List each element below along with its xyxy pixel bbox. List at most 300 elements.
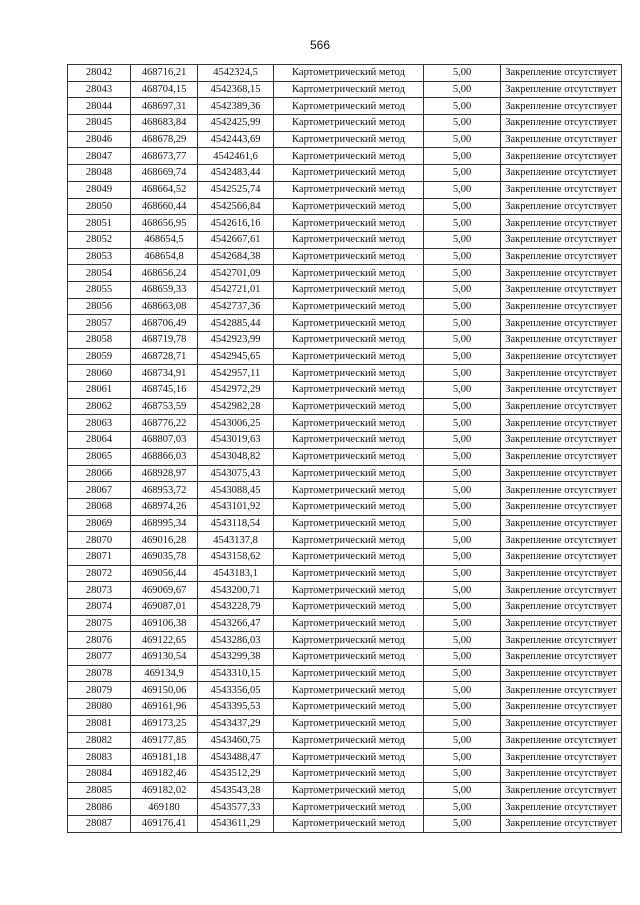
y-coordinate-cell: 4543460,75: [198, 732, 274, 749]
y-coordinate-cell: 4543088,45: [198, 482, 274, 499]
point-number-cell: 28079: [68, 682, 131, 699]
accuracy-cell: 5,00: [424, 348, 501, 365]
method-cell: Картометрический метод: [274, 615, 424, 632]
accuracy-cell: 5,00: [424, 198, 501, 215]
accuracy-cell: 5,00: [424, 148, 501, 165]
x-coordinate-cell: 469122,65: [131, 632, 198, 649]
y-coordinate-cell: 4542945,65: [198, 348, 274, 365]
table-row: [68, 715, 622, 732]
fixation-cell: Закрепление отсутствует: [501, 649, 622, 666]
y-coordinate-cell: 4542957,11: [198, 365, 274, 382]
table-row: [68, 632, 622, 649]
table-row: [68, 231, 622, 248]
y-coordinate-cell: 4542701,09: [198, 265, 274, 282]
x-coordinate-cell: 469134,9: [131, 665, 198, 682]
accuracy-cell: 5,00: [424, 465, 501, 482]
table-row: [68, 498, 622, 515]
table-row: [68, 749, 622, 766]
y-coordinate-cell: 4542368,15: [198, 81, 274, 98]
y-coordinate-cell: 4542982,28: [198, 398, 274, 415]
method-cell: Картометрический метод: [274, 715, 424, 732]
x-coordinate-cell: 469035,78: [131, 548, 198, 565]
point-number-cell: 28074: [68, 599, 131, 616]
method-cell: Картометрический метод: [274, 398, 424, 415]
fixation-cell: Закрепление отсутствует: [501, 799, 622, 816]
y-coordinate-cell: 4543437,29: [198, 715, 274, 732]
point-number-cell: 28076: [68, 632, 131, 649]
x-coordinate-cell: 468776,22: [131, 415, 198, 432]
point-number-cell: 28057: [68, 315, 131, 332]
table-row: [68, 532, 622, 549]
fixation-cell: Закрепление отсутствует: [501, 165, 622, 182]
y-coordinate-cell: 4543299,38: [198, 649, 274, 666]
table-row: [68, 782, 622, 799]
point-number-cell: 28052: [68, 231, 131, 248]
y-coordinate-cell: 4543200,71: [198, 582, 274, 599]
x-coordinate-cell: 469173,25: [131, 715, 198, 732]
accuracy-cell: 5,00: [424, 315, 501, 332]
fixation-cell: Закрепление отсутствует: [501, 265, 622, 282]
x-coordinate-cell: 469180: [131, 799, 198, 816]
y-coordinate-cell: 4542461,6: [198, 148, 274, 165]
y-coordinate-cell: 4543395,53: [198, 699, 274, 716]
table-row: [68, 98, 622, 115]
point-number-cell: 28066: [68, 465, 131, 482]
point-number-cell: 28081: [68, 715, 131, 732]
fixation-cell: Закрепление отсутствует: [501, 765, 622, 782]
method-cell: Картометрический метод: [274, 765, 424, 782]
fixation-cell: Закрепление отсутствует: [501, 749, 622, 766]
accuracy-cell: 5,00: [424, 482, 501, 499]
coordinates-table-body: [68, 65, 622, 833]
table-row: [68, 365, 622, 382]
point-number-cell: 28077: [68, 649, 131, 666]
fixation-cell: Закрепление отсутствует: [501, 332, 622, 349]
fixation-cell: Закрепление отсутствует: [501, 548, 622, 565]
point-number-cell: 28071: [68, 548, 131, 565]
y-coordinate-cell: 4543356,05: [198, 682, 274, 699]
method-cell: Картометрический метод: [274, 465, 424, 482]
accuracy-cell: 5,00: [424, 632, 501, 649]
point-number-cell: 28068: [68, 498, 131, 515]
table-row: [68, 65, 622, 82]
table-row: [68, 665, 622, 682]
point-number-cell: 28044: [68, 98, 131, 115]
accuracy-cell: 5,00: [424, 548, 501, 565]
point-number-cell: 28058: [68, 332, 131, 349]
x-coordinate-cell: 468716,21: [131, 65, 198, 82]
table-row: [68, 131, 622, 148]
fixation-cell: Закрепление отсутствует: [501, 298, 622, 315]
fixation-cell: Закрепление отсутствует: [501, 65, 622, 82]
table-row: [68, 649, 622, 666]
point-number-cell: 28045: [68, 115, 131, 132]
table-row: [68, 398, 622, 415]
y-coordinate-cell: 4543019,63: [198, 432, 274, 449]
point-number-cell: 28050: [68, 198, 131, 215]
method-cell: Картометрический метод: [274, 248, 424, 265]
point-number-cell: 28060: [68, 365, 131, 382]
accuracy-cell: 5,00: [424, 365, 501, 382]
y-coordinate-cell: 4543137,8: [198, 532, 274, 549]
y-coordinate-cell: 4543118,54: [198, 515, 274, 532]
coordinates-table: [67, 64, 622, 833]
accuracy-cell: 5,00: [424, 649, 501, 666]
accuracy-cell: 5,00: [424, 115, 501, 132]
table-row: [68, 599, 622, 616]
x-coordinate-cell: 469150,06: [131, 682, 198, 699]
accuracy-cell: 5,00: [424, 765, 501, 782]
point-number-cell: 28067: [68, 482, 131, 499]
method-cell: Картометрический метод: [274, 181, 424, 198]
accuracy-cell: 5,00: [424, 665, 501, 682]
x-coordinate-cell: 468745,16: [131, 382, 198, 399]
y-coordinate-cell: 4542885,44: [198, 315, 274, 332]
method-cell: Картометрический метод: [274, 448, 424, 465]
fixation-cell: Закрепление отсутствует: [501, 448, 622, 465]
table-row: [68, 165, 622, 182]
x-coordinate-cell: 468697,31: [131, 98, 198, 115]
accuracy-cell: 5,00: [424, 248, 501, 265]
x-coordinate-cell: 469069,67: [131, 582, 198, 599]
method-cell: Картометрический метод: [274, 732, 424, 749]
fixation-cell: Закрепление отсутствует: [501, 198, 622, 215]
fixation-cell: Закрепление отсутствует: [501, 732, 622, 749]
accuracy-cell: 5,00: [424, 815, 501, 832]
accuracy-cell: 5,00: [424, 699, 501, 716]
fixation-cell: Закрепление отсутствует: [501, 515, 622, 532]
point-number-cell: 28056: [68, 298, 131, 315]
point-number-cell: 28078: [68, 665, 131, 682]
point-number-cell: 28086: [68, 799, 131, 816]
point-number-cell: 28082: [68, 732, 131, 749]
x-coordinate-cell: 468678,29: [131, 131, 198, 148]
method-cell: Картометрический метод: [274, 515, 424, 532]
table-row: [68, 181, 622, 198]
table-row: [68, 265, 622, 282]
method-cell: Картометрический метод: [274, 699, 424, 716]
x-coordinate-cell: 468656,24: [131, 265, 198, 282]
y-coordinate-cell: 4542443,69: [198, 131, 274, 148]
fixation-cell: Закрепление отсутствует: [501, 682, 622, 699]
point-number-cell: 28048: [68, 165, 131, 182]
table-row: [68, 815, 622, 832]
fixation-cell: Закрепление отсутствует: [501, 415, 622, 432]
accuracy-cell: 5,00: [424, 131, 501, 148]
point-number-cell: 28062: [68, 398, 131, 415]
x-coordinate-cell: 468866,03: [131, 448, 198, 465]
y-coordinate-cell: 4543488,47: [198, 749, 274, 766]
fixation-cell: Закрепление отсутствует: [501, 715, 622, 732]
table-row: [68, 81, 622, 98]
accuracy-cell: 5,00: [424, 582, 501, 599]
y-coordinate-cell: 4542684,38: [198, 248, 274, 265]
fixation-cell: Закрепление отсутствует: [501, 131, 622, 148]
x-coordinate-cell: 468719,78: [131, 332, 198, 349]
y-coordinate-cell: 4542721,01: [198, 281, 274, 298]
method-cell: Картометрический метод: [274, 131, 424, 148]
accuracy-cell: 5,00: [424, 715, 501, 732]
fixation-cell: Закрепление отсутствует: [501, 365, 622, 382]
method-cell: Картометрический метод: [274, 682, 424, 699]
method-cell: Картометрический метод: [274, 382, 424, 399]
table-row: [68, 799, 622, 816]
x-coordinate-cell: 468807,03: [131, 432, 198, 449]
point-number-cell: 28061: [68, 382, 131, 399]
fixation-cell: Закрепление отсутствует: [501, 181, 622, 198]
method-cell: Картометрический метод: [274, 565, 424, 582]
x-coordinate-cell: 468663,08: [131, 298, 198, 315]
x-coordinate-cell: 468753,59: [131, 398, 198, 415]
table-row: [68, 565, 622, 582]
point-number-cell: 28065: [68, 448, 131, 465]
accuracy-cell: 5,00: [424, 799, 501, 816]
y-coordinate-cell: 4543006,25: [198, 415, 274, 432]
fixation-cell: Закрепление отсутствует: [501, 81, 622, 98]
y-coordinate-cell: 4542972,29: [198, 382, 274, 399]
x-coordinate-cell: 469182,02: [131, 782, 198, 799]
x-coordinate-cell: 468664,52: [131, 181, 198, 198]
y-coordinate-cell: 4542616,16: [198, 215, 274, 232]
accuracy-cell: 5,00: [424, 231, 501, 248]
accuracy-cell: 5,00: [424, 732, 501, 749]
y-coordinate-cell: 4542667,61: [198, 231, 274, 248]
method-cell: Картометрический метод: [274, 265, 424, 282]
point-number-cell: 28043: [68, 81, 131, 98]
table-row: [68, 348, 622, 365]
accuracy-cell: 5,00: [424, 81, 501, 98]
x-coordinate-cell: 468953,72: [131, 482, 198, 499]
x-coordinate-cell: 468654,8: [131, 248, 198, 265]
method-cell: Картометрический метод: [274, 432, 424, 449]
y-coordinate-cell: 4542525,74: [198, 181, 274, 198]
method-cell: Картометрический метод: [274, 165, 424, 182]
accuracy-cell: 5,00: [424, 565, 501, 582]
point-number-cell: 28070: [68, 532, 131, 549]
point-number-cell: 28047: [68, 148, 131, 165]
point-number-cell: 28087: [68, 815, 131, 832]
x-coordinate-cell: 469106,38: [131, 615, 198, 632]
y-coordinate-cell: 4543266,47: [198, 615, 274, 632]
x-coordinate-cell: 469177,85: [131, 732, 198, 749]
method-cell: Картометрический метод: [274, 215, 424, 232]
method-cell: Картометрический метод: [274, 332, 424, 349]
method-cell: Картометрический метод: [274, 582, 424, 599]
y-coordinate-cell: 4543512,29: [198, 765, 274, 782]
method-cell: Картометрический метод: [274, 548, 424, 565]
x-coordinate-cell: 468704,15: [131, 81, 198, 98]
accuracy-cell: 5,00: [424, 415, 501, 432]
method-cell: Картометрический метод: [274, 749, 424, 766]
method-cell: Картометрический метод: [274, 281, 424, 298]
accuracy-cell: 5,00: [424, 432, 501, 449]
fixation-cell: Закрепление отсутствует: [501, 599, 622, 616]
x-coordinate-cell: 469182,46: [131, 765, 198, 782]
fixation-cell: Закрепление отсутствует: [501, 665, 622, 682]
accuracy-cell: 5,00: [424, 448, 501, 465]
x-coordinate-cell: 469087,01: [131, 599, 198, 616]
method-cell: Картометрический метод: [274, 782, 424, 799]
y-coordinate-cell: 4543577,33: [198, 799, 274, 816]
point-number-cell: 28080: [68, 699, 131, 716]
y-coordinate-cell: 4543101,92: [198, 498, 274, 515]
x-coordinate-cell: 468656,95: [131, 215, 198, 232]
accuracy-cell: 5,00: [424, 65, 501, 82]
y-coordinate-cell: 4542483,44: [198, 165, 274, 182]
x-coordinate-cell: 468734,91: [131, 365, 198, 382]
fixation-cell: Закрепление отсутствует: [501, 231, 622, 248]
y-coordinate-cell: 4543543,28: [198, 782, 274, 799]
y-coordinate-cell: 4542566,84: [198, 198, 274, 215]
fixation-cell: Закрепление отсутствует: [501, 248, 622, 265]
x-coordinate-cell: 468995,34: [131, 515, 198, 532]
accuracy-cell: 5,00: [424, 599, 501, 616]
table-row: [68, 432, 622, 449]
accuracy-cell: 5,00: [424, 215, 501, 232]
accuracy-cell: 5,00: [424, 532, 501, 549]
accuracy-cell: 5,00: [424, 181, 501, 198]
method-cell: Картометрический метод: [274, 665, 424, 682]
fixation-cell: Закрепление отсутствует: [501, 632, 622, 649]
fixation-cell: Закрепление отсутствует: [501, 348, 622, 365]
fixation-cell: Закрепление отсутствует: [501, 615, 622, 632]
method-cell: Картометрический метод: [274, 815, 424, 832]
point-number-cell: 28085: [68, 782, 131, 799]
accuracy-cell: 5,00: [424, 682, 501, 699]
point-number-cell: 28075: [68, 615, 131, 632]
table-row: [68, 198, 622, 215]
method-cell: Картометрический метод: [274, 98, 424, 115]
y-coordinate-cell: 4543286,03: [198, 632, 274, 649]
fixation-cell: Закрепление отсутствует: [501, 398, 622, 415]
point-number-cell: 28051: [68, 215, 131, 232]
x-coordinate-cell: 468669,74: [131, 165, 198, 182]
x-coordinate-cell: 468928,97: [131, 465, 198, 482]
method-cell: Картометрический метод: [274, 231, 424, 248]
accuracy-cell: 5,00: [424, 749, 501, 766]
accuracy-cell: 5,00: [424, 98, 501, 115]
fixation-cell: Закрепление отсутствует: [501, 565, 622, 582]
table-row: [68, 448, 622, 465]
fixation-cell: Закрепление отсутствует: [501, 148, 622, 165]
method-cell: Картометрический метод: [274, 498, 424, 515]
y-coordinate-cell: 4543075,43: [198, 465, 274, 482]
method-cell: Картометрический метод: [274, 298, 424, 315]
accuracy-cell: 5,00: [424, 265, 501, 282]
y-coordinate-cell: 4543158,62: [198, 548, 274, 565]
method-cell: Картометрический метод: [274, 81, 424, 98]
table-row: [68, 548, 622, 565]
table-row: [68, 148, 622, 165]
fixation-cell: Закрепление отсутствует: [501, 215, 622, 232]
table-row: [68, 582, 622, 599]
point-number-cell: 28073: [68, 582, 131, 599]
method-cell: Картометрический метод: [274, 482, 424, 499]
x-coordinate-cell: 469161,96: [131, 699, 198, 716]
fixation-cell: Закрепление отсутствует: [501, 432, 622, 449]
x-coordinate-cell: 468659,33: [131, 281, 198, 298]
x-coordinate-cell: 468654,5: [131, 231, 198, 248]
table-row: [68, 315, 622, 332]
point-number-cell: 28049: [68, 181, 131, 198]
y-coordinate-cell: 4543611,29: [198, 815, 274, 832]
accuracy-cell: 5,00: [424, 498, 501, 515]
x-coordinate-cell: 469176,41: [131, 815, 198, 832]
table-row: [68, 615, 622, 632]
table-row: [68, 682, 622, 699]
x-coordinate-cell: 469181,18: [131, 749, 198, 766]
table-row: [68, 482, 622, 499]
x-coordinate-cell: 468728,71: [131, 348, 198, 365]
table-row: [68, 382, 622, 399]
method-cell: Картометрический метод: [274, 315, 424, 332]
x-coordinate-cell: 468706,49: [131, 315, 198, 332]
fixation-cell: Закрепление отсутствует: [501, 699, 622, 716]
point-number-cell: 28054: [68, 265, 131, 282]
fixation-cell: Закрепление отсутствует: [501, 582, 622, 599]
table-row: [68, 699, 622, 716]
method-cell: Картометрический метод: [274, 599, 424, 616]
x-coordinate-cell: 469056,44: [131, 565, 198, 582]
fixation-cell: Закрепление отсутствует: [501, 315, 622, 332]
point-number-cell: 28083: [68, 749, 131, 766]
method-cell: Картометрический метод: [274, 649, 424, 666]
accuracy-cell: 5,00: [424, 515, 501, 532]
method-cell: Картометрический метод: [274, 365, 424, 382]
table-row: [68, 465, 622, 482]
y-coordinate-cell: 4543048,82: [198, 448, 274, 465]
fixation-cell: Закрепление отсутствует: [501, 498, 622, 515]
table-row: [68, 415, 622, 432]
table-row: [68, 515, 622, 532]
fixation-cell: Закрепление отсутствует: [501, 465, 622, 482]
fixation-cell: Закрепление отсутствует: [501, 482, 622, 499]
point-number-cell: 28055: [68, 281, 131, 298]
y-coordinate-cell: 4542425,99: [198, 115, 274, 132]
method-cell: Картометрический метод: [274, 115, 424, 132]
accuracy-cell: 5,00: [424, 615, 501, 632]
table-row: [68, 765, 622, 782]
accuracy-cell: 5,00: [424, 782, 501, 799]
point-number-cell: 28063: [68, 415, 131, 432]
point-number-cell: 28053: [68, 248, 131, 265]
method-cell: Картометрический метод: [274, 532, 424, 549]
accuracy-cell: 5,00: [424, 398, 501, 415]
accuracy-cell: 5,00: [424, 281, 501, 298]
fixation-cell: Закрепление отсутствует: [501, 782, 622, 799]
method-cell: Картометрический метод: [274, 348, 424, 365]
fixation-cell: Закрепление отсутствует: [501, 532, 622, 549]
x-coordinate-cell: 469130,54: [131, 649, 198, 666]
x-coordinate-cell: 468673,77: [131, 148, 198, 165]
point-number-cell: 28072: [68, 565, 131, 582]
y-coordinate-cell: 4542923,99: [198, 332, 274, 349]
y-coordinate-cell: 4543310,15: [198, 665, 274, 682]
method-cell: Картометрический метод: [274, 415, 424, 432]
table-row: [68, 732, 622, 749]
fixation-cell: Закрепление отсутствует: [501, 815, 622, 832]
method-cell: Картометрический метод: [274, 148, 424, 165]
x-coordinate-cell: 468660,44: [131, 198, 198, 215]
method-cell: Картометрический метод: [274, 799, 424, 816]
table-row: [68, 281, 622, 298]
accuracy-cell: 5,00: [424, 165, 501, 182]
y-coordinate-cell: 4542737,36: [198, 298, 274, 315]
table-row: [68, 332, 622, 349]
table-row: [68, 215, 622, 232]
method-cell: Картометрический метод: [274, 632, 424, 649]
table-row: [68, 115, 622, 132]
